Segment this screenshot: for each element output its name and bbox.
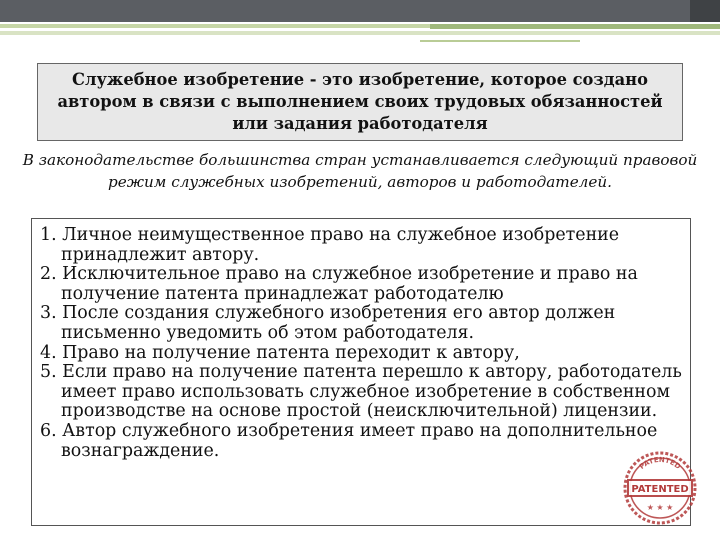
list-item: 1. Личное неимущественное право на служебное изобретение принадлежит автору. — [40, 225, 620, 265]
rights-list — [40, 226, 690, 461]
accent-line — [430, 24, 720, 29]
accent-lines — [0, 22, 720, 54]
accent-line — [0, 31, 720, 35]
svg-text:★ ★ ★: ★ ★ ★ — [646, 503, 674, 512]
list-item: 2. Исключительное право на служебное изобретение и право на получение патента принадлежат работодателю — [40, 264, 638, 304]
stamp-top-text: PATENTED — [637, 455, 683, 471]
accent-line — [420, 40, 580, 42]
list-item: 5. Если право на получение патента перешло к автору, работодатель имеет право использовать служебное изобретение в собственном производстве на основе простой (неисключительной) лицензии. — [40, 362, 682, 422]
definition-box — [37, 63, 683, 141]
list-item: 6. Автор служебного изобретения имеет право на дополнительное вознаграждение. — [40, 420, 658, 461]
list-item: 4. Право на получение патента переходит к автору, — [40, 342, 520, 363]
top-decor-corner — [690, 0, 720, 22]
stamp-center-text: PATENTED — [631, 484, 689, 495]
definition-text: Служебное изобретение - это изобретение, которое создано автором в связи с выполнением своих трудовых обязанностей или задания работодателя — [57, 70, 663, 133]
patented-stamp-icon — [622, 450, 698, 526]
top-decor-band — [0, 0, 720, 22]
intro-text: В законодательстве большинства стран устанавливается следующий правовой режим служебных изобретений, авторов и работодателей. — [22, 151, 698, 191]
list-item: 3. После создания служебного изобретения его автор должен письменно уведомить об этом работодателя. — [40, 303, 616, 343]
